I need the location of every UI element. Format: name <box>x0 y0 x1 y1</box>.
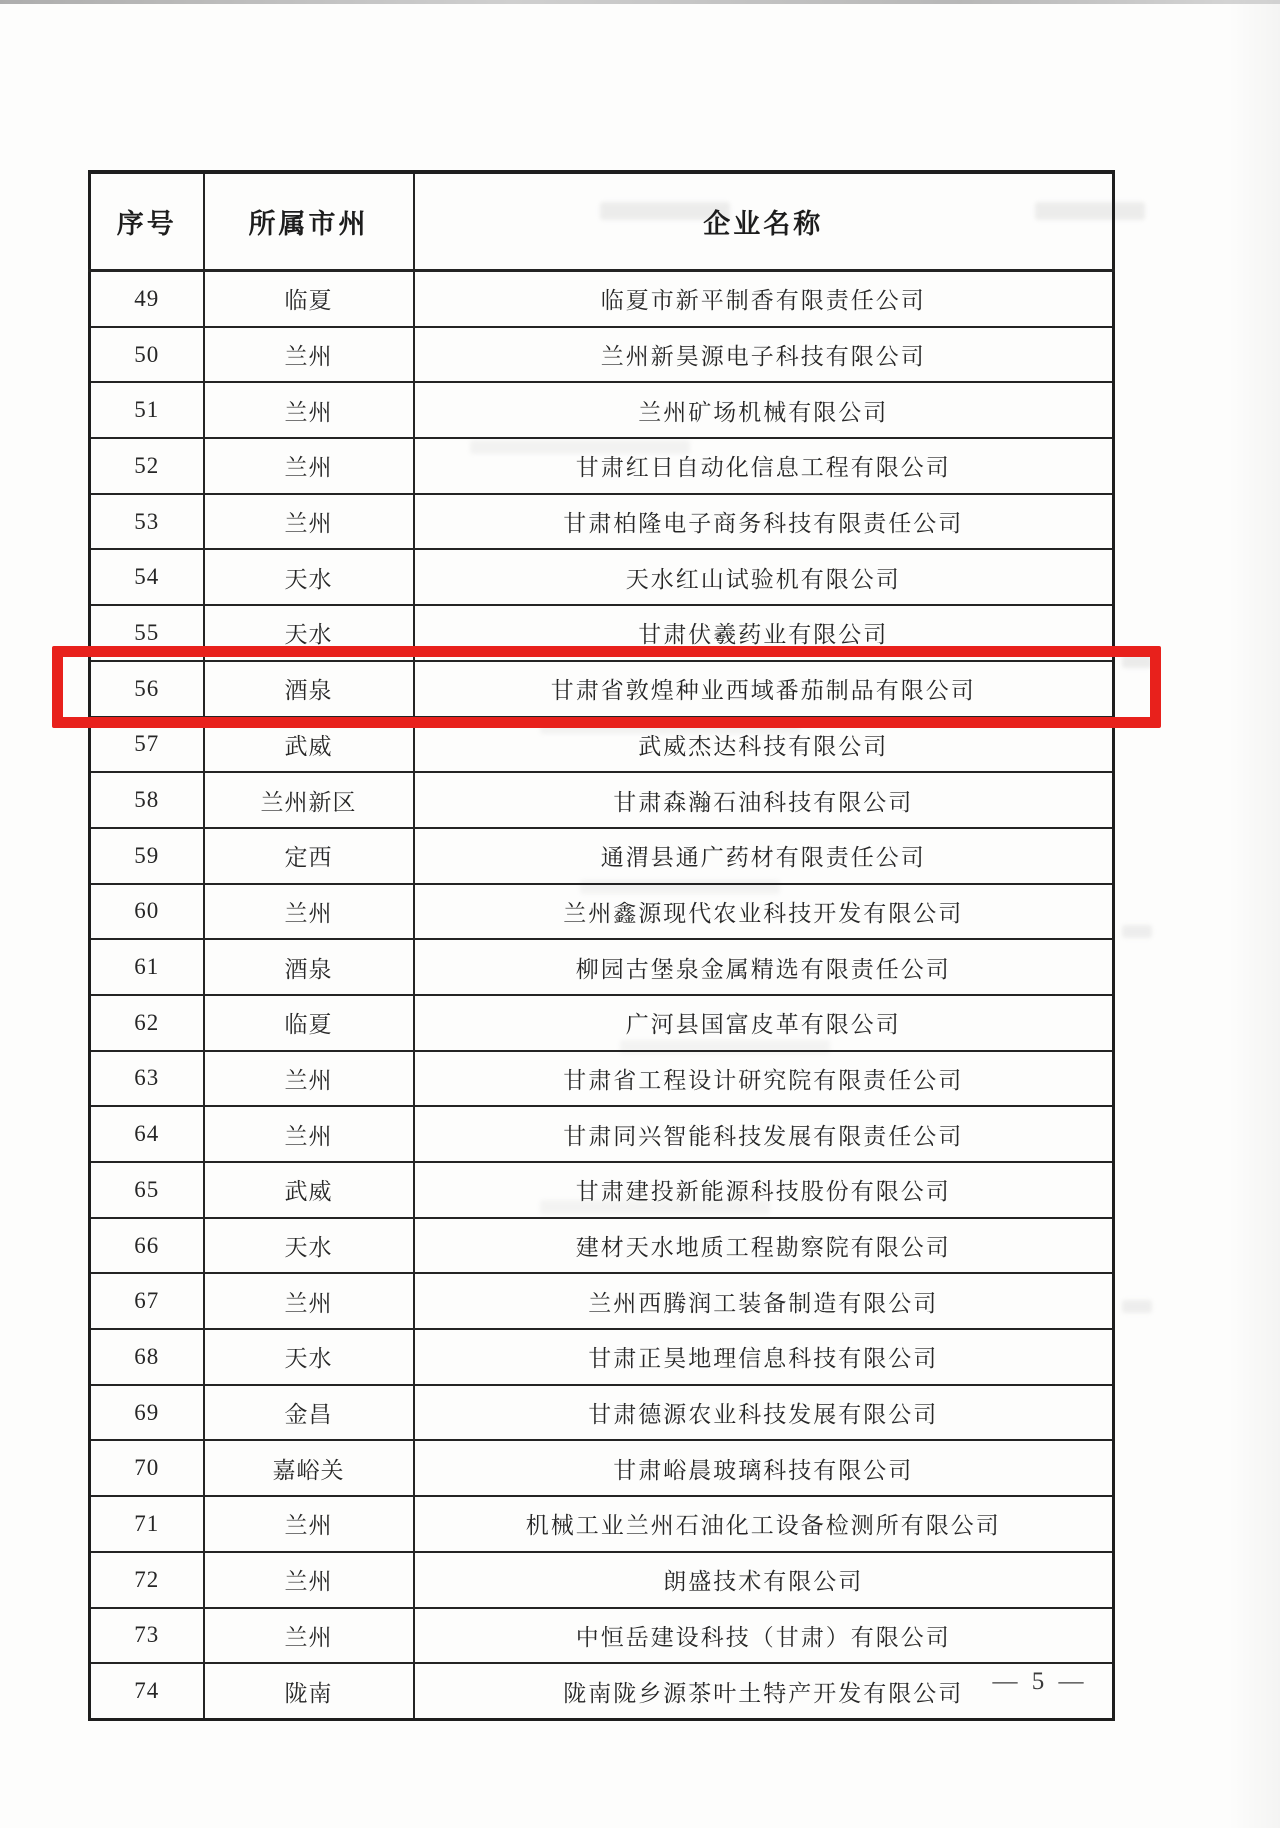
row-city: 陇南 <box>204 1663 414 1719</box>
row-company-name: 甘肃德源农业科技发展有限公司 <box>414 1385 1114 1441</box>
row-serial-number: 55 <box>90 605 204 661</box>
row-serial-number: 54 <box>90 549 204 605</box>
scan-artifact <box>1122 925 1152 938</box>
row-city: 酒泉 <box>204 661 414 717</box>
row-company-name: 甘肃森瀚石油科技有限公司 <box>414 772 1114 828</box>
row-company-name: 广河县国富皮革有限公司 <box>414 995 1114 1051</box>
table-row <box>90 1218 1114 1274</box>
row-city: 金昌 <box>204 1385 414 1441</box>
row-serial-number: 73 <box>90 1608 204 1664</box>
row-serial-number: 66 <box>90 1218 204 1274</box>
row-city: 武威 <box>204 717 414 773</box>
table-row <box>90 772 1114 828</box>
table-row <box>90 438 1114 494</box>
row-serial-number: 53 <box>90 494 204 550</box>
row-serial-number: 71 <box>90 1496 204 1552</box>
row-city: 临夏 <box>204 995 414 1051</box>
row-city: 嘉峪关 <box>204 1440 414 1496</box>
row-city: 兰州 <box>204 327 414 383</box>
table-row <box>90 549 1114 605</box>
row-serial-number: 60 <box>90 884 204 940</box>
table-row <box>90 494 1114 550</box>
row-city: 兰州 <box>204 1106 414 1162</box>
table-row <box>90 884 1114 940</box>
table-row <box>90 1385 1114 1441</box>
table-row <box>90 327 1114 383</box>
row-company-name: 甘肃建投新能源科技股份有限公司 <box>414 1162 1114 1218</box>
scan-artifact <box>1122 655 1152 668</box>
row-company-name: 陇南陇乡源茶叶土特产开发有限公司 <box>414 1663 1114 1719</box>
row-company-name: 兰州西腾润工装备制造有限公司 <box>414 1273 1114 1329</box>
row-city: 天水 <box>204 605 414 661</box>
row-company-name: 兰州鑫源现代农业科技开发有限公司 <box>414 884 1114 940</box>
row-city: 兰州新区 <box>204 772 414 828</box>
row-serial-number: 57 <box>90 717 204 773</box>
row-serial-number: 67 <box>90 1273 204 1329</box>
row-serial-number: 51 <box>90 382 204 438</box>
row-serial-number: 61 <box>90 939 204 995</box>
table-row <box>90 1552 1114 1608</box>
row-serial-number: 68 <box>90 1329 204 1385</box>
scan-edge-artifact <box>0 0 1280 4</box>
row-city: 兰州 <box>204 1552 414 1608</box>
row-serial-number: 65 <box>90 1162 204 1218</box>
scan-artifact <box>1122 1300 1152 1313</box>
row-company-name: 机械工业兰州石油化工设备检测所有限公司 <box>414 1496 1114 1552</box>
row-city: 兰州 <box>204 884 414 940</box>
row-company-name: 柳园古堡泉金属精选有限责任公司 <box>414 939 1114 995</box>
row-serial-number: 72 <box>90 1552 204 1608</box>
row-city: 兰州 <box>204 494 414 550</box>
row-city: 酒泉 <box>204 939 414 995</box>
row-serial-number: 49 <box>90 271 204 327</box>
row-company-name: 中恒岳建设科技（甘肃）有限公司 <box>414 1608 1114 1664</box>
row-company-name: 甘肃峪晨玻璃科技有限公司 <box>414 1440 1114 1496</box>
table-row <box>90 1329 1114 1385</box>
table-row <box>90 1162 1114 1218</box>
row-serial-number: 69 <box>90 1385 204 1441</box>
row-company-name: 兰州新昊源电子科技有限公司 <box>414 327 1114 383</box>
row-company-name: 甘肃省敦煌种业西域番茄制品有限公司 <box>414 661 1114 717</box>
table-row <box>90 1106 1114 1162</box>
table-row <box>90 605 1114 661</box>
row-company-name: 朗盛技术有限公司 <box>414 1552 1114 1608</box>
table-row <box>90 717 1114 773</box>
table-row <box>90 1440 1114 1496</box>
row-serial-number: 63 <box>90 1051 204 1107</box>
row-serial-number: 70 <box>90 1440 204 1496</box>
row-serial-number: 50 <box>90 327 204 383</box>
row-company-name: 甘肃正昊地理信息科技有限公司 <box>414 1329 1114 1385</box>
table-row <box>90 1496 1114 1552</box>
table-row <box>90 1273 1114 1329</box>
header-serial-number: 序号 <box>90 172 204 271</box>
table-row <box>90 271 1114 327</box>
row-city: 兰州 <box>204 1051 414 1107</box>
row-company-name: 甘肃同兴智能科技发展有限责任公司 <box>414 1106 1114 1162</box>
row-city: 天水 <box>204 1329 414 1385</box>
header-company-name: 企业名称 <box>414 172 1114 271</box>
table-row <box>90 1608 1114 1664</box>
company-list-table <box>88 170 1115 1721</box>
header-city: 所属市州 <box>204 172 414 271</box>
row-city: 天水 <box>204 1218 414 1274</box>
row-city: 定西 <box>204 828 414 884</box>
row-serial-number: 64 <box>90 1106 204 1162</box>
table-row <box>90 828 1114 884</box>
row-city: 兰州 <box>204 1608 414 1664</box>
table-row <box>90 1051 1114 1107</box>
row-company-name: 甘肃红日自动化信息工程有限公司 <box>414 438 1114 494</box>
row-city: 兰州 <box>204 1496 414 1552</box>
row-city: 兰州 <box>204 438 414 494</box>
row-serial-number: 62 <box>90 995 204 1051</box>
row-city: 武威 <box>204 1162 414 1218</box>
table-header-row <box>90 172 1114 271</box>
row-company-name: 天水红山试验机有限公司 <box>414 549 1114 605</box>
table-row <box>90 661 1114 717</box>
row-company-name: 甘肃伏羲药业有限公司 <box>414 605 1114 661</box>
row-city: 临夏 <box>204 271 414 327</box>
table-row <box>90 995 1114 1051</box>
row-serial-number: 56 <box>90 661 204 717</box>
row-company-name: 临夏市新平制香有限责任公司 <box>414 271 1114 327</box>
row-company-name: 甘肃柏隆电子商务科技有限责任公司 <box>414 494 1114 550</box>
row-company-name: 兰州矿场机械有限公司 <box>414 382 1114 438</box>
row-company-name: 武威杰达科技有限公司 <box>414 717 1114 773</box>
scan-shade-artifact <box>1228 0 1280 1828</box>
row-city: 兰州 <box>204 382 414 438</box>
table-row <box>90 382 1114 438</box>
row-city: 天水 <box>204 549 414 605</box>
row-company-name: 甘肃省工程设计研究院有限责任公司 <box>414 1051 1114 1107</box>
table-row <box>90 939 1114 995</box>
row-serial-number: 58 <box>90 772 204 828</box>
row-city: 兰州 <box>204 1273 414 1329</box>
row-serial-number: 74 <box>90 1663 204 1719</box>
row-serial-number: 52 <box>90 438 204 494</box>
row-company-name: 建材天水地质工程勘察院有限公司 <box>414 1218 1114 1274</box>
row-company-name: 通渭县通广药材有限责任公司 <box>414 828 1114 884</box>
page-number: — 5 — <box>992 1668 1088 1695</box>
row-serial-number: 59 <box>90 828 204 884</box>
